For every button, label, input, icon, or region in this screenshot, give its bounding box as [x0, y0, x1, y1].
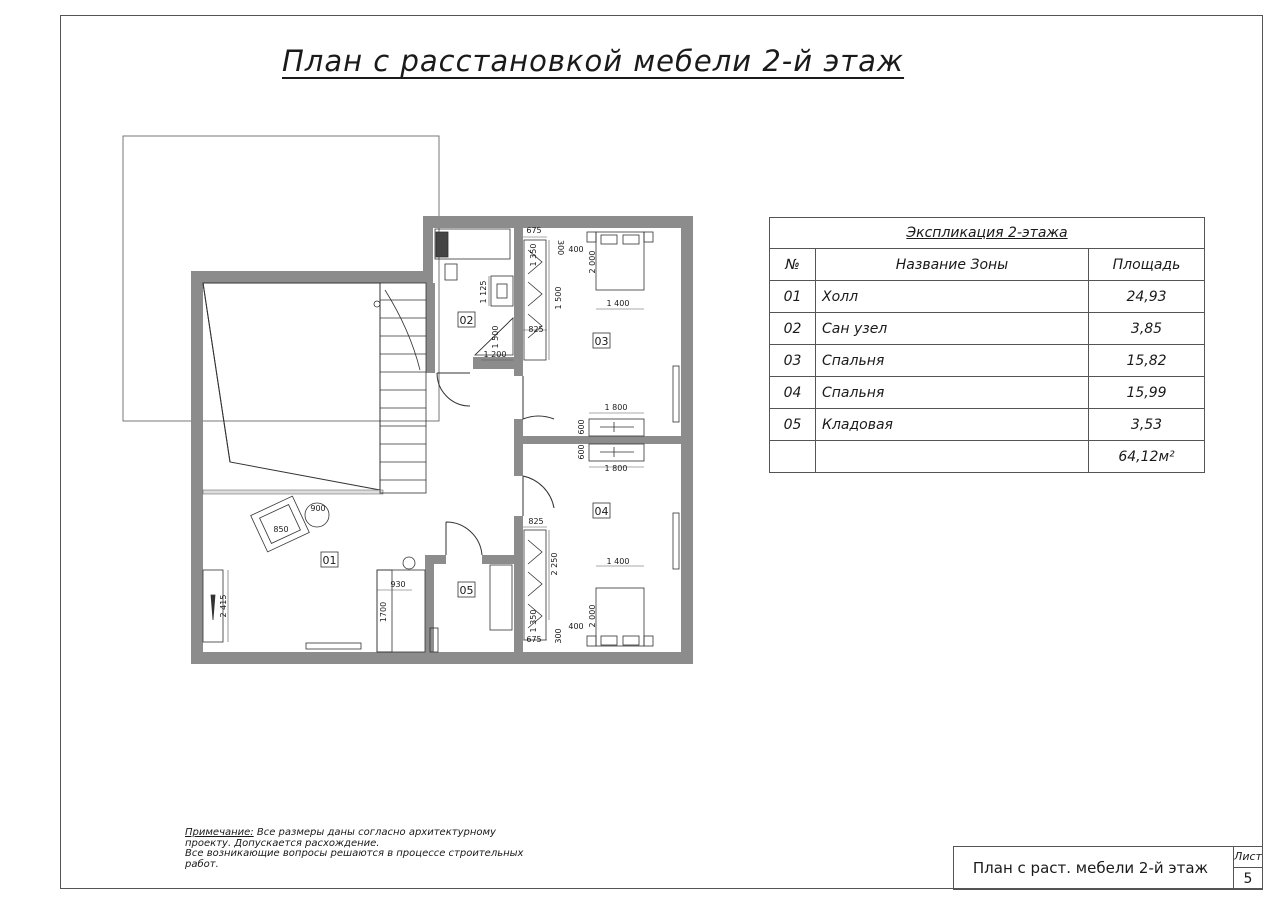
dim-1800-top: 1 800: [604, 403, 628, 412]
room-label-04: 04: [594, 505, 609, 518]
dim-825-bottom: 825: [528, 517, 544, 526]
dim-1400-bottom: 1 400: [606, 557, 630, 566]
dim-1800-bottom: 1 800: [604, 464, 628, 473]
table-row: [770, 345, 1205, 377]
room-label-03: 03: [594, 335, 609, 348]
dimension-labels: [219, 226, 629, 644]
title-block: [953, 846, 1234, 890]
dim-825-top: 825: [528, 325, 544, 334]
header-area: Площадь: [1089, 249, 1205, 281]
doors: [437, 373, 554, 555]
table-row: [770, 281, 1205, 313]
bedroom-04-furniture: [524, 444, 679, 646]
row-area: 3,85: [1089, 313, 1205, 345]
row-num: 05: [770, 409, 816, 441]
dim-2000-top: 2 000: [588, 250, 597, 274]
row-num: 03: [770, 345, 816, 377]
room-label-02: 02: [459, 314, 474, 327]
dim-400-bottom: 400: [568, 622, 584, 631]
drawing-title: План с расстановкой мебели 2-й этаж: [282, 44, 905, 78]
explication-caption: Экспликация 2-этажа: [770, 218, 1205, 249]
note-line-3: Все возникающие вопросы решаются в процессе строительных: [185, 848, 524, 859]
row-num: 01: [770, 281, 816, 313]
dim-930: 930: [390, 580, 406, 589]
dim-600-top: 600: [577, 419, 586, 435]
dim-1500-wardrobe: 1 500: [554, 286, 563, 310]
drawing-note: [185, 828, 523, 870]
dim-300-top: 300: [556, 240, 565, 256]
table-total-row: [770, 441, 1205, 473]
row-name: Сан узел: [816, 313, 1089, 345]
header-num: №: [770, 249, 816, 281]
explication-table: [769, 217, 1205, 473]
row-name: Кладовая: [816, 409, 1089, 441]
dim-1400-top: 1 400: [606, 299, 630, 308]
total-area: 64,12м²: [1089, 441, 1205, 473]
railing: [203, 490, 383, 494]
note-label: Примечание:: [185, 827, 254, 838]
note-line-2: проекту. Допускается расхождение.: [185, 837, 380, 849]
sheet-number: 5: [1243, 871, 1253, 887]
title-block-text: План с раст. мебели 2-й этаж: [972, 859, 1209, 877]
dim-1350-top: 1 350: [529, 243, 538, 267]
hall-furniture: [203, 496, 512, 652]
dim-400-top: 400: [568, 245, 584, 254]
dim-2000-bottom: 2 000: [588, 604, 597, 628]
row-area: 3,53: [1089, 409, 1205, 441]
note-line-1: Все размеры даны согласно архитектурному: [253, 827, 496, 838]
room-label-01: 01: [322, 554, 337, 567]
dim-900: 900: [310, 504, 326, 513]
row-name: Спальня: [816, 377, 1089, 409]
dim-1125: 1 125: [479, 280, 488, 304]
sheet-label: Лист: [1234, 847, 1262, 868]
note-line-4: работ.: [185, 858, 219, 870]
row-name: Спальня: [816, 345, 1089, 377]
dim-675-bottom: 675: [526, 635, 542, 644]
row-num: 04: [770, 377, 816, 409]
row-name: Холл: [816, 281, 1089, 313]
header-name: Название Зоны: [816, 249, 1089, 281]
dim-1700: 1700: [379, 601, 388, 623]
interior-walls: [425, 228, 681, 664]
dim-300-bottom: 300: [554, 628, 563, 644]
dim-2415: 2 415: [219, 594, 228, 618]
bathroom-fixtures: [435, 229, 513, 355]
dim-850: 850: [273, 525, 289, 534]
sheet-number-box: [1233, 846, 1263, 890]
row-area: 15,82: [1089, 345, 1205, 377]
dim-675-top: 675: [526, 226, 542, 235]
table-row: [770, 377, 1205, 409]
dim-1200: 1 200: [483, 350, 507, 359]
room-label-05: 05: [459, 584, 474, 597]
row-area: 24,93: [1089, 281, 1205, 313]
dim-600-bottom: 600: [577, 444, 586, 460]
dim-1500-shower: 1 500: [491, 325, 500, 349]
row-num: 02: [770, 313, 816, 345]
dim-1350-bottom: 1 350: [529, 609, 538, 633]
staircase: [374, 283, 426, 493]
row-area: 15,99: [1089, 377, 1205, 409]
table-row: [770, 313, 1205, 345]
room-labels: [321, 312, 610, 597]
table-row: [770, 409, 1205, 441]
dim-2250: 2 250: [550, 552, 559, 576]
